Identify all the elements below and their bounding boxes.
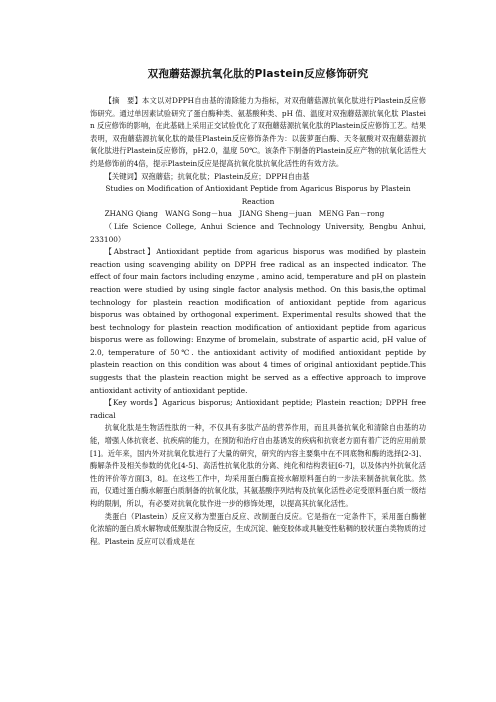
- abstract-en: [90, 246, 426, 397]
- body-paragraph: 类蛋白（Plastein）反应又称为塑蛋白反应、改制蛋白反应。它是指在一定条件下，采用蛋白酶催化浓缩的蛋白质水解物或低聚肽混合物反应，生成沉淀、触变胶体或具触变性粘稠的胶状蛋白类物质的过程。Plastein 反应可以看成是在: [90, 511, 426, 546]
- keywords-cn: [90, 171, 426, 184]
- abstract-en-text: Antioxidant peptide from agaricus bisporus was modified by plastein reaction using scavenging ability on DPPH free radical as an inspected indicator. The effect of four main factors including enzyme , amino acid, temperature and pH on plastein reaction were studied by using single factor analysis method. On this basis,the optimal technology for plastein reaction modification of antioxidant peptide from agaricus bisporus was obtained by orthogonal experiment. Experimental results showed that the best technology for plastein reaction modification of antioxidant peptide from agaricus bisporus were as following: Enzyme of bromelain, substrate of aspartic acid, pH value of 2.0, temperature of 50℃. the antioxidant activity of modified antioxidant peptide by plastein reaction on this condition was about 4 times of original antioxidant peptide.This suggests that the plastein reaction might be served as a effective approach to improve antioxidant activity of antioxidant peptide.: [90, 247, 426, 395]
- keywords-en-label: 【Key words】: [104, 398, 163, 408]
- affiliation-en: （Life Science College, Anhui Science and Technology University, Bengbu Anhui, 233100）: [90, 221, 426, 244]
- keywords-en-text: Agaricus bisporus; Antioxidant peptide; Plastein reaction; DPPH free radical: [90, 398, 426, 420]
- abstract-en-label: 【Abstract】: [104, 247, 157, 257]
- title-en: Studies on Modification of Antioxidant Peptide from Agaricus Bisporus by Plastein Reaction: [105, 184, 411, 206]
- keywords-cn-label: 【关键词】: [104, 171, 142, 181]
- body-paragraph: 抗氧化肽是生物活性肽的一种，不仅具有多肽产品的营养作用，而且具备抗氧化和清除自由基的功能，增强人体抗衰老、抗疾病的能力，在预防和治疗自由基诱发的疾病和抗衰老方面有着广泛的应用前景[1]。近年来，国内外对抗氧化肽进行了大量的研究，研究的内容主要集中在不同底物和酶的选择[2-3]、酶解条件及相关参数的优化[4-5]、高活性抗氧化肽的分离、纯化和结构表征[6-7]，以及体内外抗氧化活性的评价等方面[3，8]。在这些工作中，均采用蛋白酶直接水解原料蛋白的一步法来制备抗氧化肽。然而，仅通过蛋白酶水解蛋白质制备的抗氧化肽，其氨基酸序列结构及抗氧化活性必定受原料蛋白质一级结构的限制，所以，有必要对抗氧化肽作进一步的修饰处理，以提高其抗氧化活性。: [90, 423, 426, 508]
- abstract-cn-label: 【摘 要】: [104, 96, 143, 105]
- keywords-en: [90, 397, 426, 422]
- abstract-cn-text: 本文以对DPPH自由基的清除能力为指标，对双孢蘑菇源抗氧化肽进行Plastein反应修饰研究。通过单因素试验研究了蛋白酶种类、氨基酸种类、pH 值、温度对双孢蘑菇源抗氧化肽 Plastein 反应修饰的影响，在此基础上采用正交试验优化了双孢蘑菇源抗氧化肽的Plastein反应修饰工艺。结果表明，双孢蘑菇源抗氧化肽的最佳Plastein反应修饰条件为：以菠萝蛋白酶、天冬氨酸对双孢蘑菇源抗氧化肽进行Plastein反应修饰，pH2.0，温度 50℃。该条件下制备的Plastein反应产物的抗氧化活性大约是修饰前的4倍，提示Plastein反应是提高抗氧化肽抗氧化活性的有效方法。: [90, 96, 427, 168]
- paper-title: 双孢蘑菇源抗氧化肽的Plastein反应修饰研究: [147, 68, 369, 80]
- keywords-cn-text: 双孢蘑菇；抗氧化肽；Plastein反应；DPPH自由基: [141, 171, 310, 181]
- authors-en: ZHANG Qiang WANG Song－hua JIANG Sheng－juan MENG Fan－rong: [104, 209, 385, 219]
- abstract-cn: [90, 95, 426, 171]
- paper-body: [90, 95, 426, 548]
